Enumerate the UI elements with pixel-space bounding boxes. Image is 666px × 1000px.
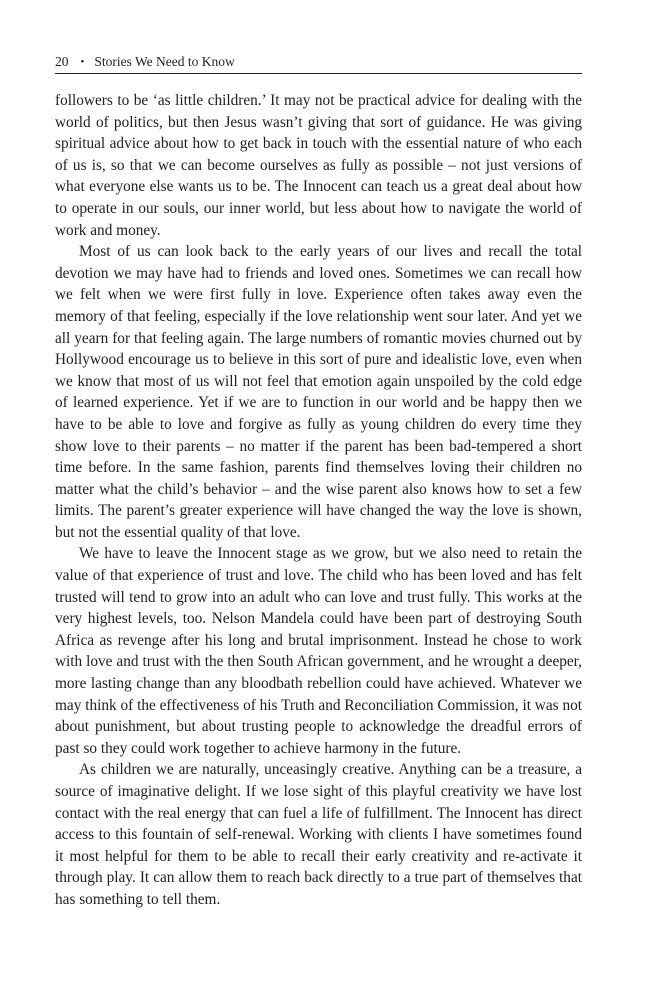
book-title: Stories We Need to Know (94, 54, 235, 69)
header-rule (55, 73, 582, 74)
paragraph-3: We have to leave the Innocent stage as we grow, but we also need to retain the value of that experience of trust and love. The child who has been loved and has felt trusted will tend to grow into an adult who can love and trust fully. This works at the very highest levels, too. Nelson Mandela could have been part of destroying South Africa as revenge after his long and brutal imprisonment. Instead he chose to work with love and trust with the then South African government, and he wrought a deeper, more lasting change than any bloodbath rebellion could have achieved. Whatever we may think of the effectiveness of his Truth and Reconciliation Commission, it was not about punishment, but about trusting people to acknowledge the dreadful errors of past so they could work together to achieve harmony in the future. (55, 545, 582, 757)
body-text (55, 90, 582, 911)
paragraph-1: followers to be ‘as little children.’ It may not be practical advice for dealing with the world of politics, but then Jesus wasn’t giving that sort of guidance. He was giving spiritual advice about how to get back in touch with the essential nature of who each of us is, so that we can become ourselves as fully as possible – not just versions of what everyone else wants us to be. The Innocent can teach us a great deal about how to operate in our souls, our inner world, but less about how to navigate the world of work and money. (55, 92, 582, 239)
paragraph-4: As children we are naturally, unceasingly creative. Anything can be a treasure, a source of imaginative delight. If we lose sight of this playful creativity we have lost contact with the real energy that can fuel a life of fulfillment. The Innocent has direct access to this fountain of self-renewal. Working with clients I have sometimes found it most helpful for them to be able to recall their early creativity and re-activate it through play. It can allow them to reach back directly to a true part of themselves that has something to tell them. (55, 761, 582, 908)
bullet-separator: • (80, 56, 85, 68)
running-head (55, 53, 582, 73)
page-number: 20 (55, 54, 69, 69)
paragraph-2: Most of us can look back to the early years of our lives and recall the total devotion we may have had to friends and loved ones. Sometimes we can recall how we felt when we were first fully in love. Experience often takes away even the memory of that feeling, especially if the love relationship went sour later. And yet we all yearn for that feeling again. The large numbers of romantic movies churned out by Hollywood encourage us to believe in this sort of pure and idealistic love, even when we know that most of us will not feel that emotion again unspoiled by the cold edge of learned experience. Yet if we are to function in our world and be happy then we have to be able to love and forgive as fully as young children do every time they show love to their parents – no matter if the parent has been bad-tempered a short time before. In the same fashion, parents find themselves loving their children no matter what the child’s behavior – and the wise parent also knows how to set a few limits. The parent’s greater experience will have changed the way the love is shown, but not the essential quality of that love. (55, 243, 582, 541)
